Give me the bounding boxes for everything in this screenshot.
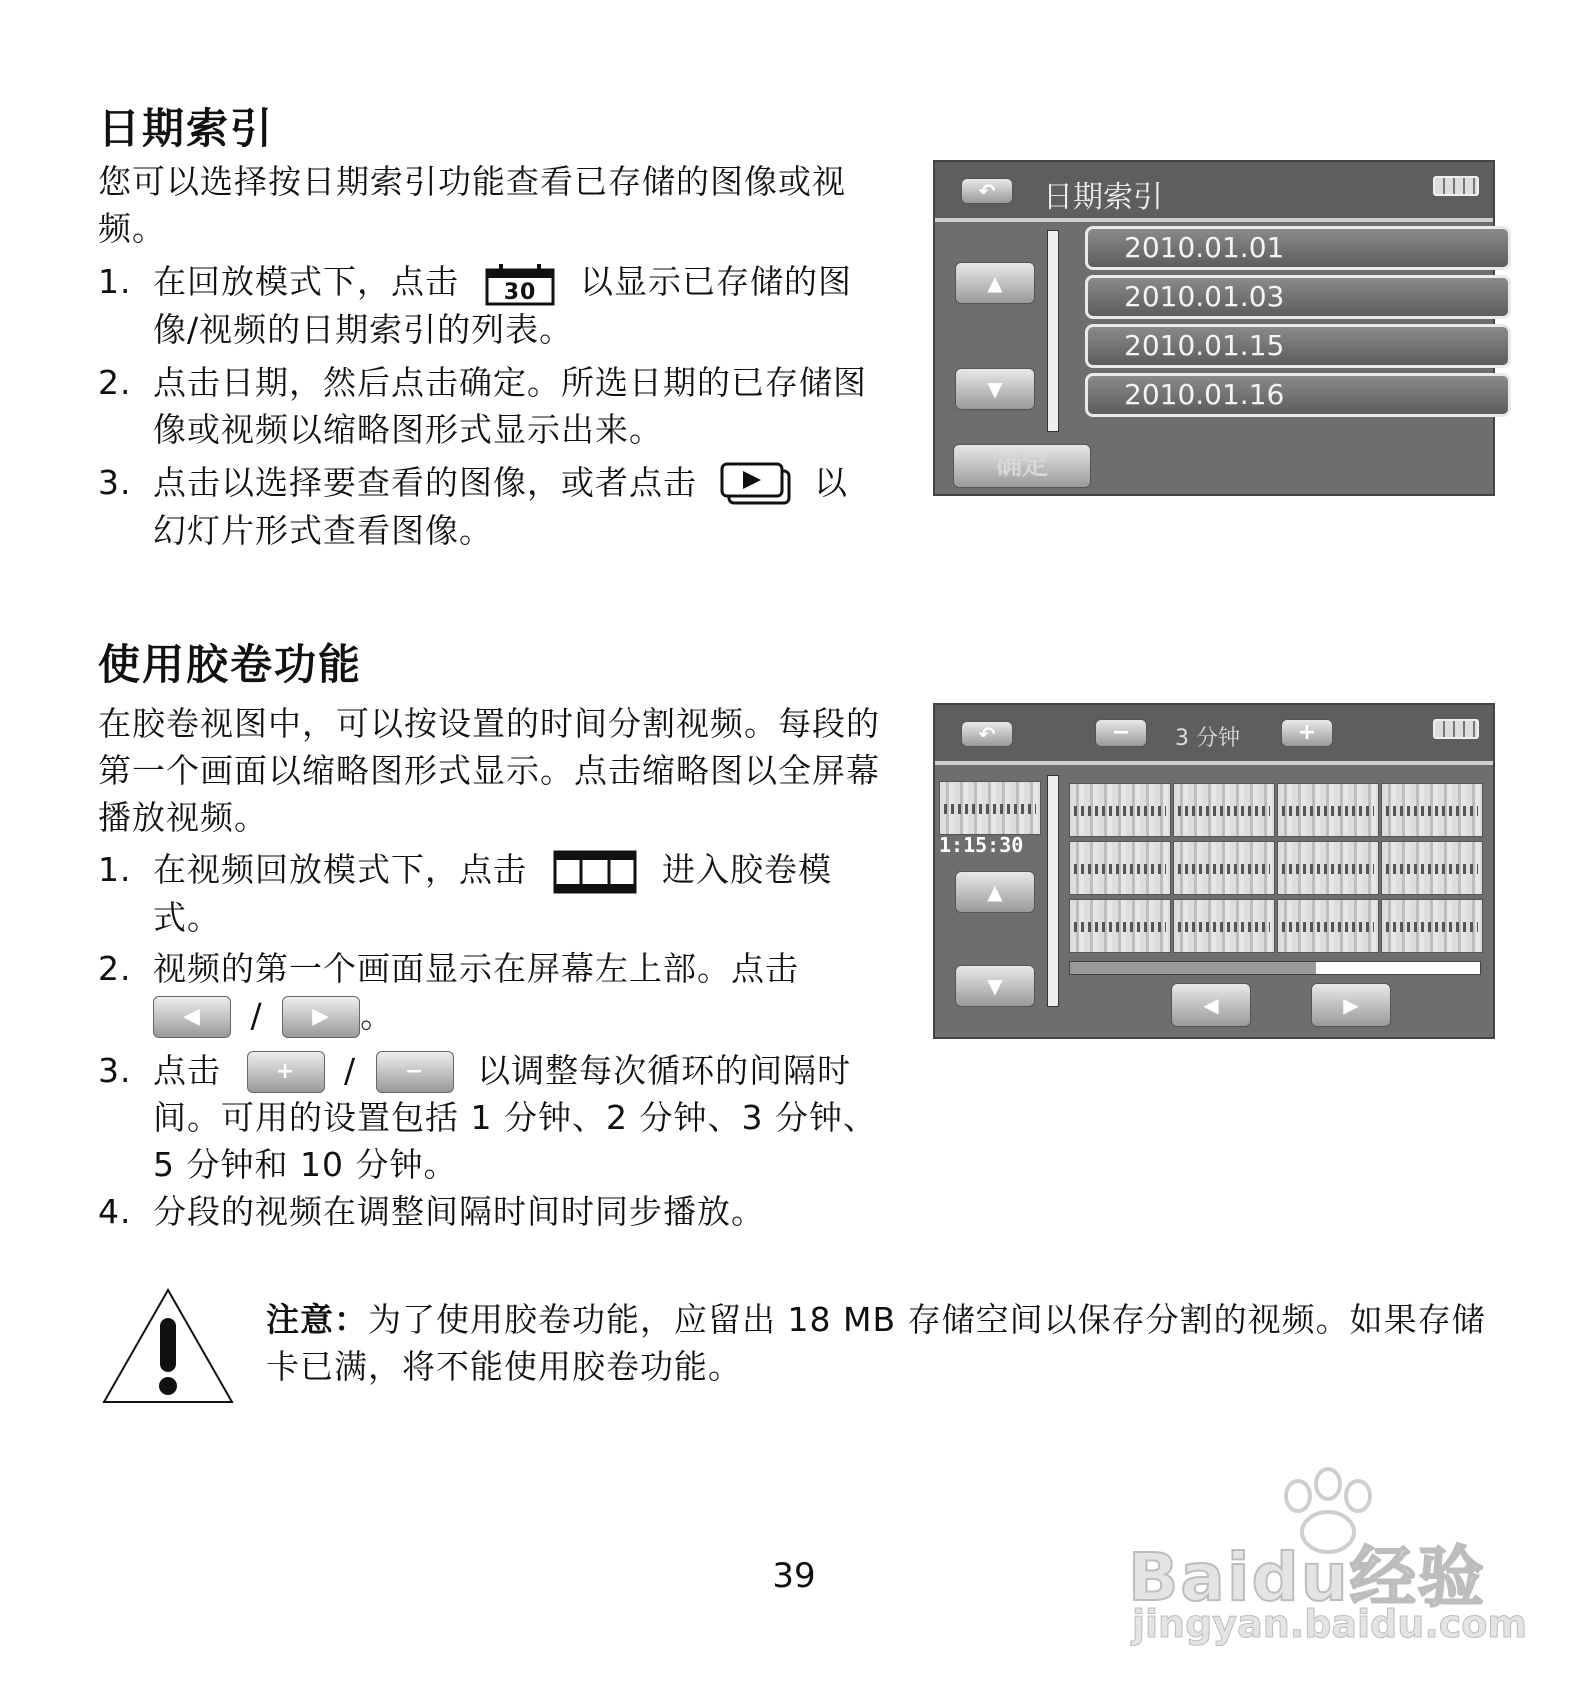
back-button[interactable] [961,178,1013,204]
segment-thumbnail[interactable] [1173,841,1275,895]
date-index-steps [98,258,878,554]
date-item[interactable]: 2010.01.03 [1085,275,1511,319]
plus-button[interactable] [247,1051,325,1093]
baidu-watermark [1128,1466,1558,1646]
scroll-up-button[interactable] [955,871,1035,913]
right-arrow-icon: ▶ [312,1004,331,1029]
minus-icon: − [1111,720,1131,745]
calendar-icon [485,262,555,306]
segment-thumbnail[interactable] [1173,783,1275,837]
date-index-screen [933,160,1495,496]
up-arrow-icon: ▲ [987,271,1003,295]
list-item: 3. 点击以选择要查看的图像，或者点击 以幻灯片形式查看图像。 [98,462,848,550]
left-arrow-icon: ◀ [1203,993,1219,1017]
list-item: 3. 点击 + / − 以调整每次循环的间隔时间。可用的设置包括 1 分钟、2 分钟、3 分钟、5 分钟和 10 分钟。 [98,1050,877,1184]
left-arrow-icon: ◀ [183,1004,201,1029]
next-button[interactable] [1311,983,1391,1027]
down-arrow-icon: ▼ [987,974,1003,998]
back-button[interactable] [961,721,1013,747]
film-strip-screen [933,703,1495,1039]
battery-icon [1433,719,1479,739]
screen-topbar [935,705,1493,765]
film-strip-icon [553,850,637,894]
segment-thumbnail[interactable] [1277,899,1379,953]
list-item: 2. 视频的第一个画面显示在屏幕左上部。点击 ◀ / ▶ 。 [98,945,878,1039]
timestamp: 1:15:30 [939,833,1024,857]
segment-thumbnail[interactable] [1381,783,1483,837]
warning-icon [100,1286,236,1406]
list-item: 2. 点击日期，然后点击确定。所选日期的已存储图像或视频以缩略图形式显示出来。 [98,362,867,449]
plus-icon: + [275,1059,296,1084]
section-heading-date-index: 日期索引 [98,104,275,153]
date-item[interactable]: 2010.01.16 [1085,373,1511,417]
previous-button[interactable] [153,996,231,1038]
up-arrow-icon: ▲ [987,880,1003,904]
previous-button[interactable] [1171,983,1251,1027]
list-item: 1. 在回放模式下，点击 30 以显示已存储的图像/视频的日期索引的列表。 [98,262,852,349]
page-number: 39 [772,1556,816,1596]
film-strip-intro: 在胶卷视图中，可以按设置的时间分割视频。每段的第一个画面以缩略图形式显示。点击缩略图以全屏幕播放视频。 [98,704,880,837]
note-label: 注意： [266,1300,368,1339]
interval-minus-button[interactable] [1095,719,1147,747]
back-arrow-icon: ↶ [978,179,996,203]
back-arrow-icon: ↶ [978,722,996,746]
segment-thumbnail[interactable] [1277,841,1379,895]
slideshow-icon [719,461,793,507]
segment-thumbnail[interactable] [1069,783,1171,837]
plus-icon: + [1297,720,1317,745]
film-strip-steps [98,846,878,1235]
next-button[interactable] [282,996,360,1038]
first-frame-thumbnail[interactable] [939,781,1041,835]
segment-thumbnail[interactable] [1069,899,1171,953]
segment-thumbnail[interactable] [1381,899,1483,953]
watermark-url: jingyan.baidu.com [1132,1602,1527,1646]
confirm-button[interactable]: 确定 [953,444,1091,488]
segment-thumbnail[interactable] [1069,841,1171,895]
scroll-up-button[interactable] [955,262,1035,304]
note-text: 注意：为了使用胶卷功能，应留出 18 MB 存储空间以保存分割的视频。如果存储卡已满，将不能使用胶卷功能。 [266,1300,1486,1386]
section-heading-film-strip: 使用胶卷功能 [98,640,363,689]
screen-title: 日期索引 [1043,180,1163,215]
scrollbar[interactable] [1047,230,1059,432]
minus-icon: − [404,1059,425,1084]
date-index-intro: 您可以选择按日期索引功能查看已存储的图像或视频。 [98,162,846,248]
scroll-down-button[interactable] [955,368,1035,410]
date-item[interactable]: 2010.01.01 [1085,226,1511,270]
scroll-down-button[interactable] [955,965,1035,1007]
playback-progress-fill [1070,962,1316,974]
battery-icon [1433,176,1479,196]
segment-thumbnail[interactable] [1173,899,1275,953]
playback-progress-bar[interactable] [1069,961,1481,975]
screen-topbar [935,162,1493,222]
interval-label: 3 分钟 [1175,726,1240,751]
calendar-icon-number: 30 [503,279,536,305]
list-item: 1. 在视频回放模式下，点击 进入胶卷模式。 [98,850,832,937]
right-arrow-icon: ▶ [1343,993,1359,1017]
minus-button[interactable] [376,1051,454,1093]
segment-thumbnail[interactable] [1277,783,1379,837]
list-item: 4. 分段的视频在调整间隔时间时同步播放。 [98,1191,765,1231]
scrollbar[interactable] [1047,775,1059,1007]
segment-thumbnail[interactable] [1381,841,1483,895]
watermark-brand: Baidu经验 [1128,1539,1486,1616]
interval-plus-button[interactable] [1281,719,1333,747]
down-arrow-icon: ▼ [987,377,1003,401]
date-item[interactable]: 2010.01.15 [1085,324,1511,368]
